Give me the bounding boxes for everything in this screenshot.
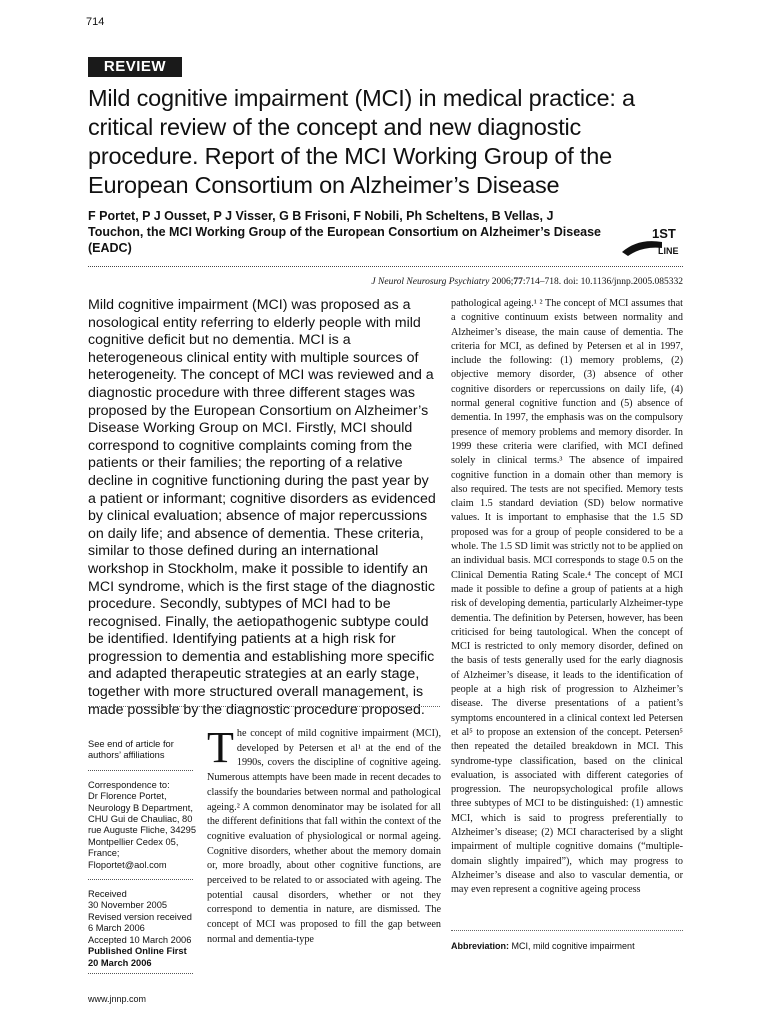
- abbreviation-text: MCI, mild cognitive impairment: [511, 941, 635, 951]
- article-title: Mild cognitive impairment (MCI) in medical practice: a critical review of the concept and new diagnostic procedure. Report of the MCI Working Group of the European Consortium on Alzheimer’s Disease: [88, 85, 635, 198]
- section-badge: REVIEW: [88, 57, 182, 77]
- body-paragraph: pathological ageing.¹ ² The concept of MCI assumes that a cognitive continuum exists between normality and Alzheimer’s disease, the main cause of dementia. The criteria for MCI, as defined by Petersen et al in 1997, include the following: (1) memory problems, (2) objective memory disorder, (3) absence of other cognitive disorders or repercussions on daily life, (4) normal general cognitive function and (5) absence of dementia. In 1997, the emphasis was on the compulsory presence of memory problems and memory disorder. In 1999 these criteria were clarified, with MCI defined solely in clinical terms.³ The absence of impaired cognitive function in a domain other than memory is also required. The tests are not specified. Memory tests claim 1.5 standard deviation (SD) below normative values. It is important to emphasise that the 1.5 SD proposed was for a group of people considered to be a whole. The 1.5 SD limit was strictly not to be applied on an individual basis. MCI corresponds to stage 0.5 on the Clinical Dementia Rating Scale.⁴ The concept of MCI made it possible to define a group of patients at a high risk of developing dementia, particularly Alzheimer-type dementia. The definition by Petersen, however, has been criticised for being tautological. When the concept of MCI is restricted to only memory disorder, defined on the basis of tests generally used for the early diagnosis of Alzheimer’s disease, it leads to the identification of people at a high risk of progression to Alzheimer’s disease. The diverse presentations of a patient’s symptoms encountered in a clinical context led Petersen et al⁵ to propose an extension of the concept. Petersen⁵ then repeated the detailed breakdown in MCI. This syndrome-type classification, based on the clinical evaluation, is associated with different categories of progression. The neuropsychological profile allows three subtypes of MCI to be distinguished: (1) amnestic MCI, which is said to progress preferentially to Alzheimer’s disease; (2) MCI characterised by a slight impairment of multiple cognitive domains (“multiple-domain slightly impaired”), which may progress to Alzheimer’s disease and also to vascular dementia, or may even represent a cognitive ageing process: [451, 298, 683, 896]
- page-number: 714: [86, 16, 105, 28]
- correspondence-line: CHU Gui de Chauliac, 80: [88, 814, 193, 825]
- footer-url[interactable]: www.jnnp.com: [88, 994, 147, 1004]
- body-paragraph: he concept of mild cognitive impairment (MCI), developed by Petersen et al¹ at the end of the 1990s, covers the discipline of cognitive ageing. Numerous attempts have been made in recent decades to classify the boundaries between normal and pathological ageing.² A common denominator may be isolated for all the different definitions that fall within the context of the cognitive evaluation of physiological or normal ageing. Cognitive disorders, whether about the memory domain or, more broadly, about other cognitive functions, are perceived to be related to or associated with ageing. The potential causal disorders, whether or not they correspond to dementia in nature, are dismissed. The concept of MCI was proposed to fill the gap between normal and dementia-type: [207, 728, 441, 945]
- author-list: F Portet, P J Ousset, P J Visser, G B Frisoni, F Nobili, Ph Scheltens, B Vellas, J Touchon, the MCI Working Group of the European Consortium on Alzheimer’s Disease (EADC): [88, 209, 602, 255]
- logo-swoosh: [622, 241, 662, 256]
- sidebar-divider: [88, 973, 193, 974]
- date-line: Received: [88, 889, 127, 900]
- logo-bottom-text: LINE: [658, 246, 679, 256]
- date-line: Accepted 10 March 2006: [88, 934, 192, 945]
- correspondence-line: rue Auguste Fliche, 34295: [88, 825, 197, 836]
- correspondence-email[interactable]: France; Floportet@aol.com: [88, 848, 167, 870]
- abstract-divider: [88, 706, 440, 707]
- correspondence-line: Montpellier Cedex 05,: [88, 836, 179, 847]
- correspondence-line: Neurology B Department,: [88, 802, 193, 813]
- first-online-logo: [618, 224, 688, 264]
- abstract: Mild cognitive impairment (MCI) was proposed as a nosological entity referring to elderly people with mild cognitive deficit but no dementia. MCI is a heterogeneous clinical entity with multiple sources of heterogeneity. The concept of MCI was reviewed and a diagnostic procedure with three different stages was proposed by the European Consortium on Alzheimer’s Disease Working Group on MCI. Firstly, MCI should correspond to cognitive complaints coming from the patients or their families; the reporting of a relative decline in cognitive functioning during the past year by a patient or informant; cognitive disorders as evidenced by clinical evaluation; absence of major repercussions on daily life; and absence of dementia. These criteria, similar to those defined during an international workshop in Stockholm, make it possible to identify an MCI syndrome, which is the first stage of the diagnostic procedure. Secondly, subtypes of MCI had to be recognised. Finally, the aetiopathogenic subtype could be identified. Identifying patients at a high risk for progression to dementia and establishing more specific and adapted therapeutic strategies at an early stage, together with more structured overall management, is made possible by the diagnostic procedure proposed.: [88, 297, 436, 718]
- citation-pages-doi: :714–718. doi: 10.1136/jnnp.2005.085332: [522, 277, 683, 287]
- sidebar-divider: [88, 879, 193, 880]
- abbreviation-box: [451, 941, 683, 951]
- article-sidebar: [88, 739, 200, 983]
- published-label: Published Online First: [88, 946, 187, 957]
- date-line: 30 November 2005: [88, 900, 168, 911]
- citation-line: [300, 277, 683, 287]
- body-column-right: [451, 297, 683, 897]
- abbreviation-label: Abbreviation:: [451, 941, 510, 951]
- correspondence-label: Correspondence to:: [88, 779, 170, 790]
- body-column-middle: [207, 723, 441, 948]
- logo-top-text: 1ST: [652, 226, 676, 241]
- correspondence-line: Dr Florence Portet,: [88, 791, 167, 802]
- sidebar-divider: [88, 770, 193, 771]
- published-date: 20 March 2006: [88, 957, 152, 968]
- date-line: Revised version received: [88, 911, 192, 922]
- citation-year: 2006;: [491, 277, 514, 287]
- date-line: 6 March 2006: [88, 923, 145, 934]
- journal-name: J Neurol Neurosurg Psychiatry: [371, 277, 490, 287]
- drop-cap: T: [207, 723, 234, 772]
- citation-volume: 77: [513, 277, 523, 287]
- header-divider: [88, 266, 683, 267]
- affiliations-note: See end of article for authors’ affiliations: [88, 739, 174, 761]
- abbreviation-divider: [451, 930, 683, 931]
